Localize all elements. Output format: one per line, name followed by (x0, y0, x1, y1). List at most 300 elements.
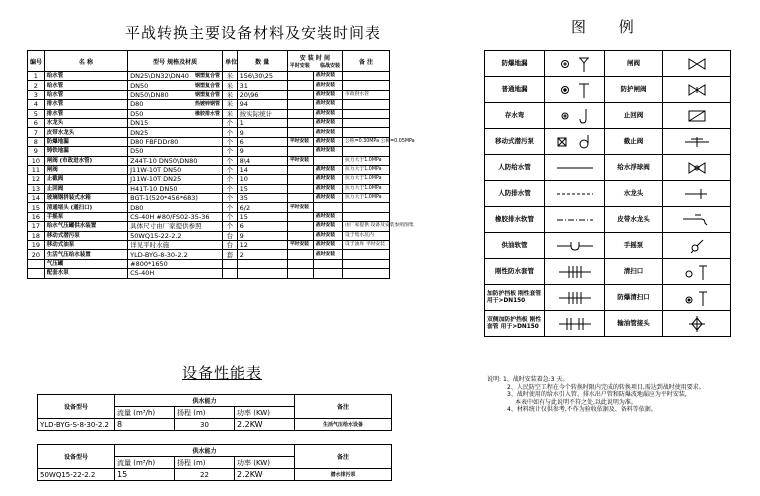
header-time-main: 安 装 时 间 (299, 55, 330, 62)
u-line-icon (545, 233, 605, 259)
table-row (28, 118, 390, 127)
legend-label: 止回阀 (605, 103, 663, 129)
empty-cell (343, 269, 390, 278)
explosion-proof-drain-icon (545, 51, 605, 77)
row-spec: #800*1650 (128, 259, 223, 268)
row-peace-time (287, 72, 313, 81)
row-spec-note: 橡胶排水管 (195, 110, 221, 117)
table-row (28, 231, 390, 240)
row-name: 防爆地漏 (44, 137, 127, 146)
row-spec (128, 109, 223, 118)
row-spec: D80 (128, 203, 223, 212)
submersible-pump-icon (545, 129, 605, 155)
row-war-time: 战时安装 (313, 241, 342, 250)
table-row (28, 147, 390, 156)
row-war-time: 战时安装 (313, 72, 342, 81)
row-note: 抗力大于1.0MPa (343, 156, 390, 165)
row-qty: 9 (237, 231, 287, 240)
row-peace-time (287, 194, 313, 203)
perf-note: 生活气压给水设备 (295, 419, 392, 431)
row-note (343, 250, 390, 259)
legend-label: 闸阀 (605, 51, 663, 77)
row-name: 水龙头 (44, 118, 127, 127)
legend-label: 水龙头 (605, 181, 663, 207)
row-war-time: 战时安装 (313, 118, 342, 127)
row-num: 9 (28, 147, 45, 156)
row-spec-value: DN50 (130, 81, 149, 90)
row-peace-time: 平时安装 (287, 137, 313, 146)
row-spec (128, 81, 223, 90)
table-row (28, 222, 390, 231)
row-war-time: 战时安装 (313, 137, 342, 146)
note-3b: 本表中如有与此说明不符之处,以此说明为准。 (515, 398, 637, 406)
row-spec: BGT-1(520*456*683) (128, 194, 223, 203)
row-num: 5 (28, 109, 45, 118)
perf-model: YLD-BYG-S-8-30-2.2 (38, 419, 115, 431)
hose-faucet-icon (663, 207, 731, 233)
row-spec: D50 (128, 147, 223, 156)
row-unit: 个 (223, 147, 238, 156)
perf-power: 2.2KW (235, 419, 295, 431)
legend-label: 刚性防水套管 (485, 259, 545, 285)
row-num: 2 (28, 81, 45, 90)
row-num: 12 (28, 175, 45, 184)
legend-row (485, 129, 731, 155)
sleeve-plate-icon (545, 285, 605, 311)
time-subheader: 临战安装 (319, 63, 340, 69)
row-note (343, 109, 390, 118)
row-unit: 米 (223, 81, 238, 90)
row-name: 给水气压罐供水装置 (44, 222, 127, 231)
row-name: 移动式油泵 (44, 241, 127, 250)
row-spec-note: 钢塑复合管 (195, 91, 221, 98)
perf-header-row (38, 445, 392, 457)
row-note (343, 212, 390, 221)
row-name: 给水管 (44, 72, 127, 81)
legend-label: 双侧加防护挡板 刚性套管 用于>DN150 (485, 311, 545, 337)
row-spec-note: 热镀锌钢管 (195, 101, 221, 108)
row-qty: 9 (237, 147, 287, 156)
row-spec-value: DN25\DN32\DN40 (130, 72, 189, 81)
table-row (28, 203, 390, 212)
row-war-time: 战时安装 (313, 109, 342, 118)
table-row (28, 175, 390, 184)
materials-title: 平战转换主要设备材料及安装时间表 (125, 24, 382, 42)
legend-row (485, 311, 731, 337)
row-qty: 12 (237, 241, 287, 250)
legend-row (485, 285, 731, 311)
row-spec: H41T-10 DN50 (128, 184, 223, 193)
row-name: 排水管 (44, 109, 127, 118)
row-peace-time (287, 81, 313, 90)
row-war-time: 战时安装 (313, 90, 342, 99)
row-num: 16 (28, 212, 45, 221)
header-qty: 数 量 (237, 51, 287, 72)
row-qty: 15 (237, 212, 287, 221)
row-num: 11 (28, 165, 45, 174)
row-name: 铸铁地漏 (44, 147, 127, 156)
row-unit: 个 (223, 203, 238, 212)
perf-note: 潜水排污泵 (295, 469, 392, 481)
legend-label: 加防护挡板 刚性套管 用于>DN150 (485, 285, 545, 311)
legend-label: 给水浮球阀 (605, 155, 663, 181)
row-war-time: 战时安装 (313, 147, 342, 156)
row-peace-time (287, 222, 313, 231)
row-name: 给水管 (44, 90, 127, 99)
perf-header-capacity: 供水能力 (115, 445, 295, 457)
perf-header-note: 备注 (295, 445, 392, 469)
row-name: 闸阀 (市政进水管) (44, 156, 127, 165)
row-peace-time: 平时安装 (287, 241, 313, 250)
empty-cell (287, 269, 313, 278)
row-unit: 个 (223, 184, 238, 193)
row-spec-note: 钢塑复合管 (195, 82, 221, 89)
row-unit: 个 (223, 156, 238, 165)
empty-cell (223, 269, 238, 278)
row-peace-time (287, 90, 313, 99)
row-name: 移动式潜污泵 (44, 231, 127, 240)
perf-flow: 15 (115, 469, 175, 481)
row-war-time: 战时安装 (313, 128, 342, 137)
row-war-time (313, 203, 342, 212)
perf-row (38, 419, 392, 431)
row-qty: 6 (237, 222, 287, 231)
cleanout-icon (663, 259, 731, 285)
row-unit: 套 (223, 250, 238, 259)
row-war-time: 战时安装 (313, 250, 342, 259)
row-num (28, 259, 45, 268)
empty-cell (223, 259, 238, 268)
row-note (343, 100, 390, 109)
perf-header-capacity: 供水能力 (115, 395, 295, 407)
row-name: 生活气压给水装置 (44, 250, 127, 259)
row-qty: 1 (237, 118, 287, 127)
row-unit: 米 (223, 72, 238, 81)
blast-cleanout-icon (663, 285, 731, 311)
row-note (343, 147, 390, 156)
row-unit: 个 (223, 194, 238, 203)
row-spec (128, 72, 223, 81)
row-spec: J11W-10T DN25 (128, 175, 223, 184)
row-num (28, 269, 45, 278)
header-name: 名 称 (44, 51, 127, 72)
row-qty: 6/2 (237, 203, 287, 212)
table-row (28, 259, 390, 268)
row-num: 3 (28, 90, 45, 99)
perf-header-note: 备注 (295, 395, 392, 419)
table-row (28, 269, 390, 278)
perf-head: 30 (175, 419, 235, 431)
legend-label: 人防排水管 (485, 181, 545, 207)
perf-header-model: 设备型号 (38, 445, 115, 469)
row-note: 由厂家提供 设备及安装参照图集 (343, 222, 390, 231)
legend-title: 图 例 (571, 18, 648, 36)
row-war-time: 战时安装 (313, 222, 342, 231)
solid-line-icon (545, 155, 605, 181)
row-name: 给水管 (44, 81, 127, 90)
legend-label: 清扫口 (605, 259, 663, 285)
row-name: 手摇泵 (44, 212, 127, 221)
legend-label: 截止阀 (605, 129, 663, 155)
note-2: 2、人民防空工程在今个转换时限内完成的转换项目,需达到战时使用要求。 (507, 383, 705, 391)
empty-cell (287, 259, 313, 268)
ordinary-drain-icon (545, 77, 605, 103)
row-num: 8 (28, 137, 45, 146)
row-peace-time (287, 118, 313, 127)
legend-row (485, 51, 731, 77)
row-note (343, 128, 390, 137)
blast-gate-valve-icon (663, 77, 731, 103)
perf-header-power: 功率 (KW) (235, 407, 295, 419)
row-name: 止回阀 (44, 184, 127, 193)
legend-label: 皮带水龙头 (605, 207, 663, 233)
row-war-time: 战时安装 (313, 81, 342, 90)
empty-cell (343, 259, 390, 268)
row-unit: 台 (223, 231, 238, 240)
dashed-line-icon (545, 181, 605, 207)
note-3: 3、战时使用的给水引入管、排水出户管和防爆波地漏应为平时安装, (507, 391, 687, 398)
row-unit: 个 (223, 165, 238, 174)
perf-row (38, 469, 392, 481)
trap-icon (545, 103, 605, 129)
float-valve-icon (663, 155, 731, 181)
dashdot-line-icon (545, 207, 605, 233)
row-unit: 个 (223, 212, 238, 221)
materials-table (27, 50, 415, 279)
row-num: 6 (28, 118, 45, 127)
legend-label: 普通地漏 (485, 77, 545, 103)
legend-label: 存水弯 (485, 103, 545, 129)
empty-cell (237, 269, 287, 278)
row-unit: 米 (223, 100, 238, 109)
perf-header-flow: 流量 (m³/h) (115, 407, 175, 419)
row-qty: 按实际统计 (237, 109, 287, 118)
perf-header-flow: 流量 (m³/h) (115, 457, 175, 469)
row-note (343, 72, 390, 81)
row-peace-time (287, 231, 313, 240)
table-row (28, 90, 390, 99)
row-spec (128, 100, 223, 109)
row-unit: 个 (223, 128, 238, 137)
row-spec: 详见平时水施 (128, 241, 223, 250)
row-qty: 8\4 (237, 156, 287, 165)
hand-pump-icon (663, 233, 731, 259)
row-note: 抗力大于1.0MPa (343, 165, 390, 174)
time-subheader: 平时安装 (289, 63, 310, 69)
oil-connector-icon (663, 311, 731, 337)
row-num: 7 (28, 128, 45, 137)
table-row (28, 137, 390, 146)
row-peace-time (287, 147, 313, 156)
row-spec: CS-40H #80/FS02-35-36 (128, 212, 223, 221)
row-war-time: 战时安装 (313, 184, 342, 193)
legend-row (485, 233, 731, 259)
row-unit: 个 (223, 137, 238, 146)
header-note: 备 注 (343, 51, 390, 72)
row-num: 15 (28, 203, 45, 212)
row-unit: 个 (223, 175, 238, 184)
perf-header-head: 扬程 (m) (175, 457, 235, 469)
row-spec: Z44T-10 DN50\DN80 (128, 156, 223, 165)
header-num: 编号 (28, 51, 45, 72)
row-peace-time (287, 250, 313, 259)
table-row (28, 241, 390, 250)
sleeve-icon (545, 259, 605, 285)
row-name: 皮带水龙头 (44, 128, 127, 137)
row-spec-value: DN50\DN80 (130, 90, 169, 99)
row-num: 10 (28, 156, 45, 165)
header-time-sub (290, 62, 340, 69)
perf-header-model: 设备型号 (38, 395, 115, 419)
note-4: 4、材料统计仅供参考,不作为验收依据及、备料等依据。 (507, 406, 657, 413)
row-note (343, 203, 390, 212)
perf-header-power: 功率 (KW) (235, 457, 295, 469)
row-name: 配套水泵 (44, 269, 127, 278)
notes-title: 说明: (487, 376, 502, 383)
stop-valve-icon (663, 129, 731, 155)
legend-label: 手摇泵 (605, 233, 663, 259)
perf-head: 22 (175, 469, 235, 481)
table-row (28, 212, 390, 221)
row-spec: DN25 (128, 128, 223, 137)
gate-valve-icon (663, 51, 731, 77)
row-num: 13 (28, 184, 45, 193)
row-qty: 2 (237, 250, 287, 259)
performance-title: 设备性能表 (182, 364, 263, 382)
notes (487, 376, 705, 414)
empty-cell (313, 259, 342, 268)
row-num: 14 (28, 194, 45, 203)
row-war-time: 战时安装 (313, 165, 342, 174)
row-war-time: 战时安装 (313, 100, 342, 109)
row-spec (128, 90, 223, 99)
row-note: 设于油库 平时安装 (343, 241, 390, 250)
row-peace-time (287, 100, 313, 109)
row-peace-time (287, 165, 313, 174)
table-row (28, 109, 390, 118)
table-row (28, 81, 390, 90)
table-row (28, 156, 390, 165)
table-row (28, 250, 390, 259)
legend-label: 输油管接头 (605, 311, 663, 337)
empty-cell (313, 269, 342, 278)
legend-label: 橡胶排水软管 (485, 207, 545, 233)
row-war-time: 战时安装 (313, 194, 342, 203)
row-name: 止截阀 (44, 175, 127, 184)
row-peace-time (287, 212, 313, 221)
row-war-time (313, 156, 342, 165)
perf-flow: 8 (115, 419, 175, 431)
table-row (28, 184, 390, 193)
row-qty: 6 (237, 137, 287, 146)
note-1: 1、战时安装着急:3 天。 (502, 376, 569, 383)
perf-power: 2.2KW (235, 469, 295, 481)
row-peace-time (287, 184, 313, 193)
table-row (28, 165, 390, 174)
check-valve-icon (663, 103, 731, 129)
legend-label: 防爆清扫口 (605, 285, 663, 311)
table-row (28, 100, 390, 109)
row-note: 公称=0.30MPa 公称=0.05MPa (343, 137, 390, 146)
legend-row (485, 259, 731, 285)
row-spec: D80 FBFDDr80 (128, 137, 223, 146)
row-unit: 台 (223, 241, 238, 250)
row-spec: DN15 (128, 118, 223, 127)
row-note (343, 81, 390, 90)
empty-cell (237, 259, 287, 268)
legend-label: 供油软管 (485, 233, 545, 259)
row-war-time: 战时安装 (313, 175, 342, 184)
row-spec: CS-40H (128, 269, 223, 278)
row-qty: 35 (237, 194, 287, 203)
row-name: 闸阀 (44, 165, 127, 174)
legend-label: 人防给水管 (485, 155, 545, 181)
row-spec: YLD-BYG-8-30-2.2 (128, 250, 223, 259)
row-qty: 9 (237, 128, 287, 137)
row-unit: 米 (223, 90, 238, 99)
row-peace-time (287, 175, 313, 184)
table-row (28, 128, 390, 137)
row-num: 17 (28, 222, 45, 231)
row-note (343, 118, 390, 127)
row-qty: 14 (237, 165, 287, 174)
row-num: 19 (28, 241, 45, 250)
legend-row (485, 103, 731, 129)
perf-header-head: 扬程 (m) (175, 407, 235, 419)
legend-label: 防爆地漏 (485, 51, 545, 77)
row-note: 抗力大于1.0MPa (343, 194, 390, 203)
row-note: 市政供水管 (343, 90, 390, 99)
table-row (28, 72, 390, 81)
row-num: 4 (28, 100, 45, 109)
legend-row (485, 155, 731, 181)
row-name: 清通堵头 (通扫口) (44, 203, 127, 212)
row-war-time: 战时安装 (313, 231, 342, 240)
legend-row (485, 181, 731, 207)
table-row (28, 194, 390, 203)
legend-label: 防护闸阀 (605, 77, 663, 103)
row-num: 18 (28, 231, 45, 240)
row-note: 设于集水坑内 (343, 231, 390, 240)
row-war-time: 战时安装 (313, 212, 342, 221)
row-qty: 156\30\25 (237, 72, 287, 81)
row-unit: 个 (223, 118, 238, 127)
perf-header-row (38, 395, 392, 407)
legend-label: 移动式潜污泵 (485, 129, 545, 155)
row-peace-time (287, 109, 313, 118)
row-unit: 米 (223, 109, 238, 118)
row-spec: 50WQ15-22-2.2 (128, 231, 223, 240)
sleeve-double-icon (545, 311, 605, 337)
header-spec: 型号 规格及材质 (128, 51, 223, 72)
row-num: 1 (28, 72, 45, 81)
header-time (287, 51, 342, 72)
legend-row (485, 207, 731, 233)
row-spec-note: 钢塑复合管 (195, 73, 221, 80)
perf-model: 50WQ15-22-2.2 (38, 469, 115, 481)
row-spec: 具体尺寸由厂家提供参照 (128, 222, 223, 231)
row-peace-time (287, 128, 313, 137)
row-peace-time: 平时安装 (287, 203, 313, 212)
faucet-icon (663, 181, 731, 207)
row-name: 气压罐 (44, 259, 127, 268)
row-spec-value: D80 (130, 100, 144, 109)
row-note: 抗力大于1.0MPa (343, 184, 390, 193)
row-qty: 15 (237, 184, 287, 193)
row-spec: J11W-10T DN50 (128, 165, 223, 174)
legend-row (485, 77, 731, 103)
row-peace-time: 平时安装 (287, 156, 313, 165)
